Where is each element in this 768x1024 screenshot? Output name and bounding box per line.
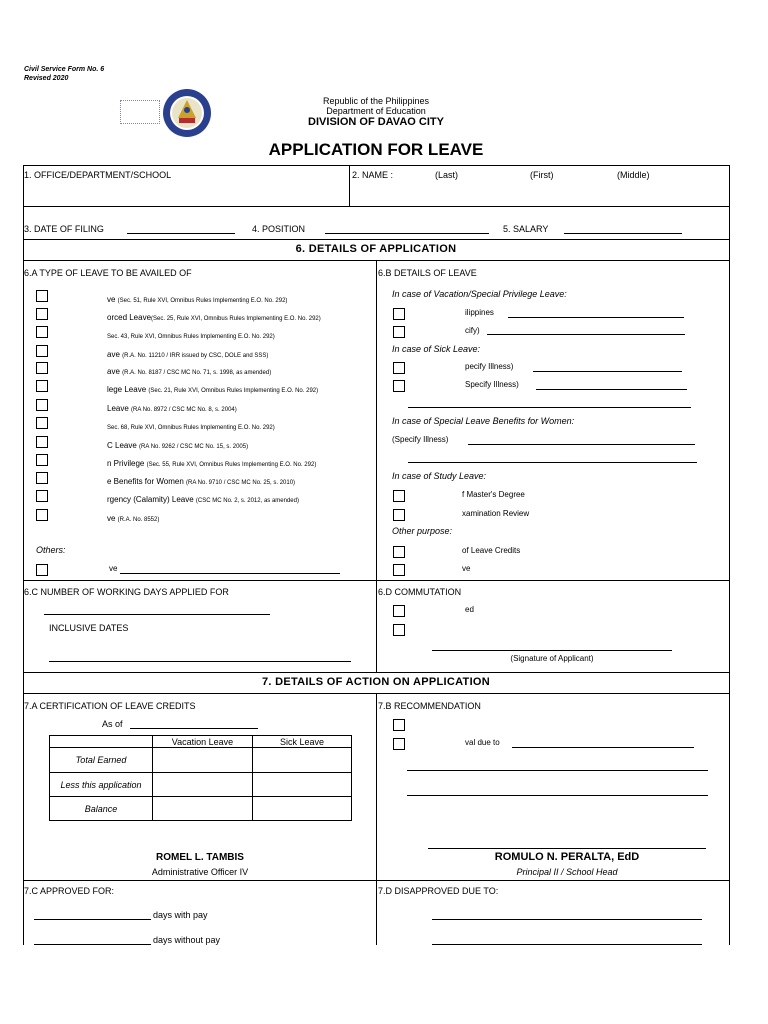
office-label: 1. OFFICE/DEPARTMENT/SCHOOL — [24, 170, 172, 180]
women-specify-field[interactable] — [468, 444, 695, 445]
approved-for-label: 7.C APPROVED FOR: — [24, 886, 115, 896]
inclusive-dates-field[interactable] — [49, 661, 351, 662]
recommendation-disapprove-checkbox[interactable] — [393, 738, 405, 750]
leave-type-name: Leave — [107, 404, 132, 413]
leave-type-name: lege Leave — [107, 385, 149, 394]
department-text: Department of Education — [326, 106, 426, 116]
row-label-total-earned: Total Earned — [50, 748, 153, 773]
leave-type-item — [107, 416, 275, 434]
leave-type-reference: Sec. 68, Rule XVI, Omnibus Rules Implementing E.O. No. 292) — [107, 425, 275, 431]
column-header-sick: Sick Leave — [253, 736, 352, 748]
leave-type-name: ve — [107, 295, 118, 304]
vacation-option-1-field[interactable] — [508, 317, 684, 318]
divider — [376, 880, 377, 945]
commutation-option-1-label: ed — [465, 605, 474, 614]
days-with-pay-label: days with pay — [153, 910, 208, 920]
inclusive-dates-label: INCLUSIVE DATES — [49, 623, 129, 633]
vacation-option-1-label: ilippines — [465, 308, 494, 317]
section-6-title: 6. DETAILS OF APPLICATION — [295, 243, 457, 255]
position-label: 4. POSITION — [252, 224, 306, 234]
leave-type-reference: (R.A. No. 11210 / IRR issued by CSC, DOLE and SSS) — [122, 353, 269, 359]
form-revised: Revised 2020 — [24, 75, 69, 82]
as-of-field[interactable] — [130, 728, 258, 729]
leave-type-reference: (R.A. No. 8552) — [117, 517, 160, 523]
others-field[interactable] — [120, 573, 340, 574]
border-line — [23, 239, 729, 240]
leave-type-name: ave — [107, 367, 123, 376]
division-text: DIVISION OF DAVAO CITY — [308, 116, 444, 128]
other-option-2-checkbox[interactable] — [393, 564, 405, 576]
leave-type-item — [107, 471, 295, 489]
leave-type-name: ve — [107, 514, 118, 523]
leave-type-name: ave — [107, 350, 123, 359]
study-option-1-checkbox[interactable] — [393, 490, 405, 502]
commutation-label: 6.D COMMUTATION — [378, 587, 462, 597]
working-days-label: 6.C NUMBER OF WORKING DAYS APPLIED FOR — [24, 587, 229, 597]
last-name-caption: (Last) — [435, 170, 459, 180]
leave-credits-table — [49, 735, 352, 821]
border-line — [23, 165, 729, 166]
leave-type-reference: (Sec. 25, Rule XVI, Omnibus Rules Implementing E.O. No. 292) — [151, 316, 321, 322]
leave-type-item — [107, 325, 275, 343]
left-border — [23, 165, 24, 945]
leave-type-reference: (Sec. 51, Rule XVI, Omnibus Rules Implementing E.O. No. 292) — [117, 298, 288, 304]
disapproved-due-label: 7.D DISAPPROVED DUE TO: — [378, 886, 499, 896]
recommendation-approve-checkbox[interactable] — [393, 719, 405, 731]
column-header-vacation: Vacation Leave — [153, 736, 253, 748]
leave-type-reference: (Sec. 21, Rule XVI, Omnibus Rules Implementing E.O. No. 292) — [148, 388, 319, 394]
section-7-title: 7. DETAILS OF ACTION ON APPLICATION — [261, 676, 491, 688]
leave-type-item — [107, 344, 268, 362]
first-name-caption: (First) — [530, 170, 554, 180]
leave-type-reference: (RA No. 9710 / CSC MC No. 25, s. 2010) — [186, 480, 296, 486]
sick-balance-cell[interactable] — [253, 797, 352, 821]
as-of-label: As of — [102, 719, 123, 729]
sick-option-1-field[interactable] — [533, 371, 682, 372]
sick-case-label: In case of Sick Leave: — [392, 344, 481, 354]
study-option-1-label: f Master's Degree — [462, 490, 525, 499]
vacation-balance-cell[interactable] — [153, 797, 253, 821]
applicant-signature-line[interactable] — [432, 650, 672, 651]
other-option-1-label: of Leave Credits — [462, 546, 521, 555]
leave-type-item — [107, 361, 271, 379]
border-line — [23, 206, 729, 207]
head-name: ROMULO N. PERALTA, EdD — [494, 851, 640, 863]
leave-type-checkbox[interactable] — [36, 399, 48, 411]
officer-name: ROMEL L. TAMBIS — [156, 852, 244, 863]
sick-option-2-field[interactable] — [536, 389, 687, 390]
sick-option-2-label: Specify Illness) — [465, 380, 519, 389]
other-purpose-label: Other purpose: — [392, 526, 453, 536]
women-specify-label: (Specify Illness) — [392, 435, 449, 444]
leave-type-item — [107, 508, 159, 526]
leave-type-checkbox[interactable] — [36, 326, 48, 338]
table-corner-cell — [50, 736, 153, 748]
leave-type-reference: (R.A. No. 8187 / CSC MC No. 71, s. 1998, as amended) — [122, 370, 272, 376]
study-option-2-label: xamination Review — [462, 509, 530, 518]
leave-type-item — [107, 398, 237, 416]
republic-text: Republic of the Philippines — [322, 96, 430, 106]
leave-type-item — [107, 289, 287, 307]
vacation-case-label: In case of Vacation/Special Privilege Leave: — [392, 289, 567, 299]
date-of-filing-label: 3. DATE OF FILING — [24, 224, 104, 234]
leave-type-checkbox[interactable] — [36, 509, 48, 521]
vacation-option-2-label: cify) — [465, 326, 480, 335]
sick-option-1-label: pecify Illness) — [465, 362, 514, 371]
type-of-leave-label: 6.A TYPE OF LEAVE TO BE AVAILED OF — [24, 268, 192, 278]
leave-type-checkbox[interactable] — [36, 472, 48, 484]
salary-field[interactable] — [564, 233, 682, 234]
head-title: Principal II / School Head — [516, 867, 618, 877]
disapproval-extra-field-2[interactable] — [407, 795, 708, 796]
leave-type-item — [107, 489, 299, 507]
vacation-option-2-field[interactable] — [487, 334, 685, 335]
position-field[interactable] — [325, 233, 489, 234]
sick-option-2-checkbox[interactable] — [393, 380, 405, 392]
study-option-2-checkbox[interactable] — [393, 509, 405, 521]
date-of-filing-field[interactable] — [127, 233, 235, 234]
border-line — [23, 672, 729, 673]
women-case-label: In case of Special Leave Benefits for Women: — [392, 416, 575, 426]
disapproved-reason-field-1[interactable] — [432, 919, 702, 920]
others-label: Others: — [36, 545, 66, 555]
officer-title: Administrative Officer IV — [151, 867, 249, 877]
commutation-option-1-checkbox[interactable] — [393, 605, 405, 617]
leave-type-checkbox[interactable] — [36, 490, 48, 502]
leave-type-reference: (Sec. 55, Rule XVI, Omnibus Rules Implementing E.O. No. 292) — [146, 462, 317, 468]
leave-type-checkbox[interactable] — [36, 436, 48, 448]
others-item-label: ve — [109, 564, 118, 573]
study-case-label: In case of Study Leave: — [392, 471, 487, 481]
details-of-leave-label: 6.B DETAILS OF LEAVE — [378, 268, 477, 278]
leave-type-item — [107, 379, 318, 397]
head-signature-line[interactable] — [428, 848, 706, 849]
leave-type-checkbox[interactable] — [36, 290, 48, 302]
divider — [349, 165, 350, 207]
leave-type-item — [107, 435, 248, 453]
leave-type-checkbox[interactable] — [36, 454, 48, 466]
sick-extra-field[interactable] — [408, 407, 691, 408]
row-label-balance: Balance — [50, 797, 153, 821]
divider — [376, 260, 377, 580]
salary-label: 5. SALARY — [503, 224, 549, 234]
applicant-signature-caption: (Signature of Applicant) — [510, 654, 594, 663]
leave-type-item — [107, 453, 316, 471]
form-number: Civil Service Form No. 6 — [24, 66, 105, 73]
leave-type-reference: Sec. 43, Rule XVI, Omnibus Rules Implementing E.O. No. 292) — [107, 334, 275, 340]
divider — [376, 580, 377, 672]
vacation-option-2-checkbox[interactable] — [393, 326, 405, 338]
leave-type-reference: (CSC MC No. 2, s. 2012, as amended) — [195, 498, 299, 504]
disapproval-reason-field[interactable] — [512, 747, 694, 748]
row-label-less-application: Less this application — [50, 773, 153, 797]
leave-type-checkbox[interactable] — [36, 345, 48, 357]
sick-less-cell[interactable] — [253, 773, 352, 797]
sick-option-1-checkbox[interactable] — [393, 362, 405, 374]
page-title: APPLICATION FOR LEAVE — [268, 140, 484, 159]
other-option-1-checkbox[interactable] — [393, 546, 405, 558]
leave-type-name: n Privilege — [107, 459, 147, 468]
disapproved-reason-field-2[interactable] — [432, 944, 702, 945]
days-without-pay-label: days without pay — [153, 935, 221, 945]
leave-type-checkbox[interactable] — [36, 362, 48, 374]
disapproval-label: val due to — [465, 738, 500, 747]
days-without-pay-field[interactable] — [34, 944, 151, 945]
leave-type-checkbox[interactable] — [36, 308, 48, 320]
days-with-pay-field[interactable] — [34, 919, 151, 920]
others-checkbox[interactable] — [36, 564, 48, 576]
leave-type-name: C Leave — [107, 441, 140, 450]
leave-type-name: rgency (Calamity) Leave — [107, 495, 196, 504]
leave-type-name: orced Leave — [107, 313, 152, 322]
leave-type-name: e Benefits for Women — [107, 477, 186, 486]
disapproval-extra-field-1[interactable] — [407, 770, 708, 771]
working-days-field[interactable] — [44, 614, 270, 615]
leave-type-reference: (RA No. 9262 / CSC MC No. 15, s. 2005) — [139, 444, 249, 450]
leave-type-reference: (RA No. 8972 / CSC MC No. 8, s. 2004) — [131, 407, 237, 413]
certification-label: 7.A CERTIFICATION OF LEAVE CREDITS — [24, 701, 196, 711]
women-extra-field[interactable] — [408, 462, 697, 463]
recommendation-label: 7.B RECOMMENDATION — [378, 701, 481, 711]
vacation-option-1-checkbox[interactable] — [393, 308, 405, 320]
leave-type-checkbox[interactable] — [36, 417, 48, 429]
leave-type-item — [107, 307, 321, 325]
sick-earned-cell[interactable] — [253, 748, 352, 773]
divider — [376, 693, 377, 880]
vacation-earned-cell[interactable] — [153, 748, 253, 773]
name-label: 2. NAME : — [352, 170, 394, 180]
other-option-2-label: ve — [462, 564, 471, 573]
right-border — [729, 165, 730, 945]
middle-name-caption: (Middle) — [617, 170, 650, 180]
leave-type-checkbox[interactable] — [36, 380, 48, 392]
commutation-option-2-checkbox[interactable] — [393, 624, 405, 636]
vacation-less-cell[interactable] — [153, 773, 253, 797]
